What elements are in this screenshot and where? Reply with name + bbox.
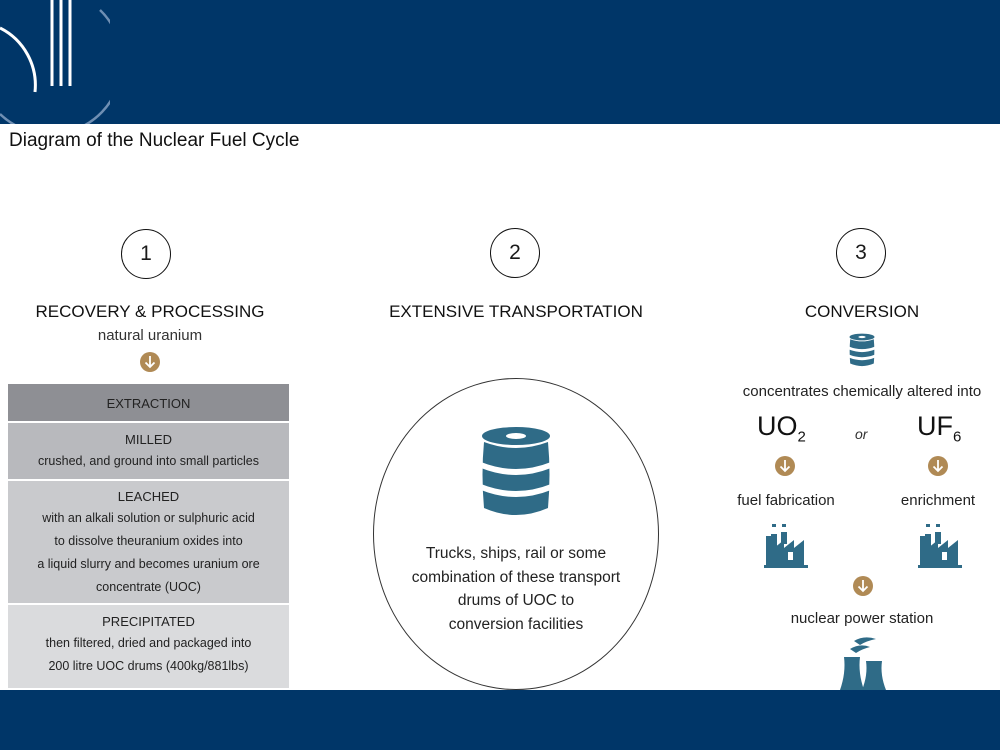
precipitated-title: PRECIPITATED [102,614,195,629]
transport-line: combination of these transport [411,568,621,586]
down-arrow-icon [928,456,948,476]
uo2-formula [757,411,806,445]
or-label: or [855,426,868,442]
page-title: Diagram of the Nuclear Fuel Cycle [9,130,300,151]
factory-icon [918,522,962,568]
enrichment-label: enrichment [900,492,976,509]
step-2-number: 2 [490,228,540,278]
uf6-formula [917,411,961,445]
recovery-heading: RECOVERY & PROCESSING [35,302,265,321]
power-station-label: nuclear power station [790,610,934,627]
transport-line: conversion facilities [448,615,584,633]
transport-heading: EXTENSIVE TRANSPORTATION [389,302,643,321]
down-arrow-icon [140,352,160,372]
conversion-heading: CONVERSION [804,302,920,321]
transport-line: drums of UOC to [457,592,575,609]
step-1-number: 1 [121,229,171,279]
leached-desc-line: concentrate (UOC) [96,580,201,594]
footer-bar [0,690,1000,750]
leached-desc-line: to dissolve theuranium oxides into [54,534,243,548]
right-edge-strip [990,124,1000,690]
leached-desc-line: a liquid slurry and becomes uranium ore [37,557,260,571]
transport-line: Trucks, ships, rail or some [425,545,607,562]
logo-arc-icon [0,0,110,124]
uo2-subscript: 2 [797,428,806,446]
precipitated-box [8,605,289,688]
extraction-box [8,384,289,421]
uf6-base: UF [917,411,953,441]
leached-title: LEACHED [117,489,180,504]
down-arrow-icon [775,456,795,476]
fuel-fabrication-label: fuel fabrication [737,492,835,509]
leached-desc-line: with an alkali solution or sulphuric acid [42,511,255,525]
uo2-base: UO [757,411,798,441]
drum-icon [478,426,554,522]
milled-title: MILLED [125,432,172,447]
uf6-subscript: 6 [953,428,962,446]
precipitated-desc-line: then filtered, dried and packaged into [45,636,252,650]
milled-desc: crushed, and ground into small particles [38,454,259,468]
cooling-tower-icon [836,635,892,690]
transport-circle [373,378,659,690]
natural-uranium-label: natural uranium [97,327,203,344]
precipitated-desc-line: 200 litre UOC drums (400kg/881lbs) [48,659,249,673]
factory-icon [764,522,808,568]
milled-box [8,423,289,479]
step-3-number: 3 [836,228,886,278]
down-arrow-icon [853,576,873,596]
extraction-label: EXTRACTION [106,396,191,411]
transport-description [393,542,639,636]
header-bar [0,0,1000,124]
conversion-description: concentrates chemically altered into [742,383,982,400]
drum-icon [848,333,876,369]
leached-box [8,481,289,603]
